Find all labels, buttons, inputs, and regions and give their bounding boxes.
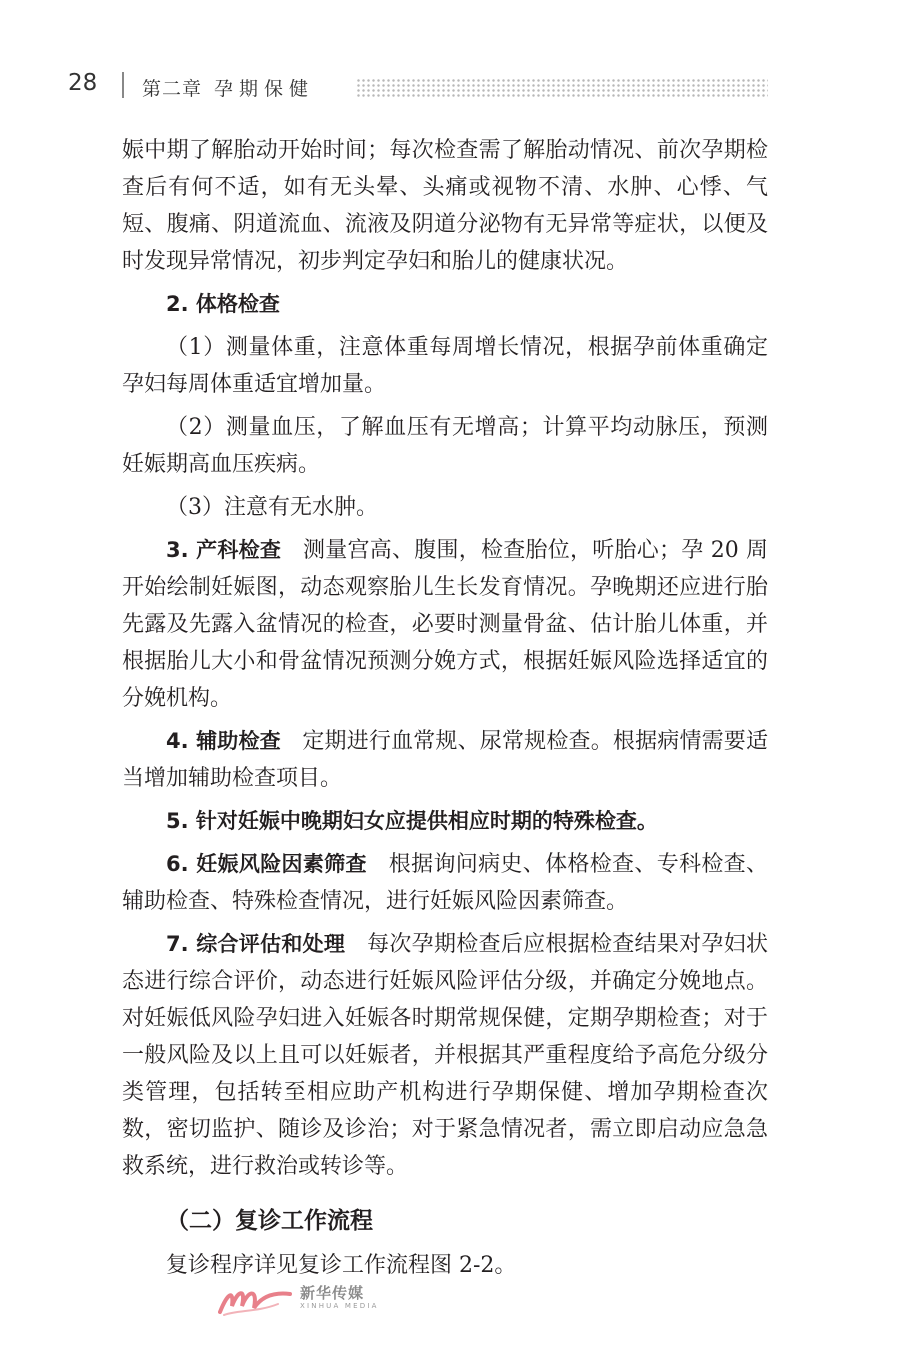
text-assessment: 每次孕期检查后应根据检查结果对孕妇状态进行综合评价，动态进行妊娠风险评估分级，并确定分娩地点。对妊娠低风险孕妇进入妊娠各时期常规保健，定期孕期检查；对于一般风险及以上且可以妊娠者，并根据其严重程度给予高危分级分类管理，包括转至相应助产机构进行孕期保健、增加孕期检查次数，密切监护、随诊及诊治；对于紧急情况者，需立即启动应急急救系统，进行救治或转诊等。 — [122, 932, 768, 1179]
item-4-auxiliary-exam — [122, 723, 768, 797]
logo-english-name: XINHUA MEDIA — [300, 1302, 379, 1310]
item-3-obstetric-exam — [122, 532, 768, 717]
header-dot-pattern — [356, 78, 768, 98]
heading-special-exam: 5. 针对妊娠中晚期妇女应提供相应时期的特殊检查。 — [166, 809, 658, 833]
heading-risk-screening: 6. 妊娠风险因素筛查 — [166, 852, 367, 876]
running-header — [0, 60, 900, 110]
heading-assessment: 7. 综合评估和处理 — [166, 932, 346, 956]
paragraph-fetal-movement: 娠中期了解胎动开始时间；每次检查需了解胎动情况、前次孕期检查后有何不适，如有无头晕、头痛或视物不清、水肿、心悸、气短、腹痛、阴道流血、流液及阴道分泌物有无异常等症状，以便及时发现异常情况，初步判定孕妇和胎儿的健康状况。 — [122, 138, 768, 274]
item-2-2-blood-pressure: （2）测量血压，了解血压有无增高；计算平均动脉压，预测妊娠期高血压疾病。 — [122, 415, 768, 477]
chapter-label: 第二章 — [142, 78, 203, 100]
header-divider — [122, 72, 124, 98]
text-auxiliary-exam: 定期进行血常规、尿常规检查。根据病情需要适当增加辅助检查项目。 — [122, 729, 768, 791]
item-2-physical-exam — [122, 286, 768, 323]
page-body — [122, 132, 768, 1284]
page-number: 28 — [68, 70, 98, 96]
text-obstetric-exam: 测量宫高、腹围，检查胎位，听胎心；孕 20 周开始绘制妊娠图，动态观察胎儿生长发育情况。孕晚期还应进行胎先露及先露入盆情况的检查，必要时测量骨盆、估计胎儿体重，并根据胎儿大小和骨盆情况预测分娩方式，根据妊娠风险选择适宜的分娩机构。 — [122, 538, 769, 711]
item-2-1-weight: （1）测量体重，注意体重每周增长情况，根据孕前体重确定孕妇每周体重适宜增加量。 — [122, 335, 768, 397]
chapter-heading — [142, 74, 314, 101]
text-risk-screening: 根据询问病史、体格检查、专科检查、辅助检查、特殊检查情况，进行妊娠风险因素筛查。 — [122, 852, 768, 914]
item-2-3-edema: （3）注意有无水肿。 — [166, 495, 378, 520]
heading-auxiliary-exam: 4. 辅助检查 — [166, 729, 281, 753]
heading-obstetric-exam: 3. 产科检查 — [166, 538, 282, 562]
section-title-followup: （二）复诊工作流程 — [166, 1207, 373, 1234]
logo-chinese-name: 新华传媒 — [300, 1284, 365, 1302]
item-7-assessment — [122, 926, 768, 1185]
paragraph-followup: 复诊程序详见复诊工作流程图 2-2。 — [166, 1253, 517, 1278]
item-6-risk-screening — [122, 846, 768, 920]
xinhua-swoosh-icon — [218, 1282, 292, 1318]
heading-physical-exam: 2. 体格检查 — [166, 292, 280, 316]
item-5-special-exam — [122, 803, 768, 840]
publisher-logo — [218, 1278, 418, 1328]
chapter-title: 孕期保健 — [214, 78, 315, 100]
